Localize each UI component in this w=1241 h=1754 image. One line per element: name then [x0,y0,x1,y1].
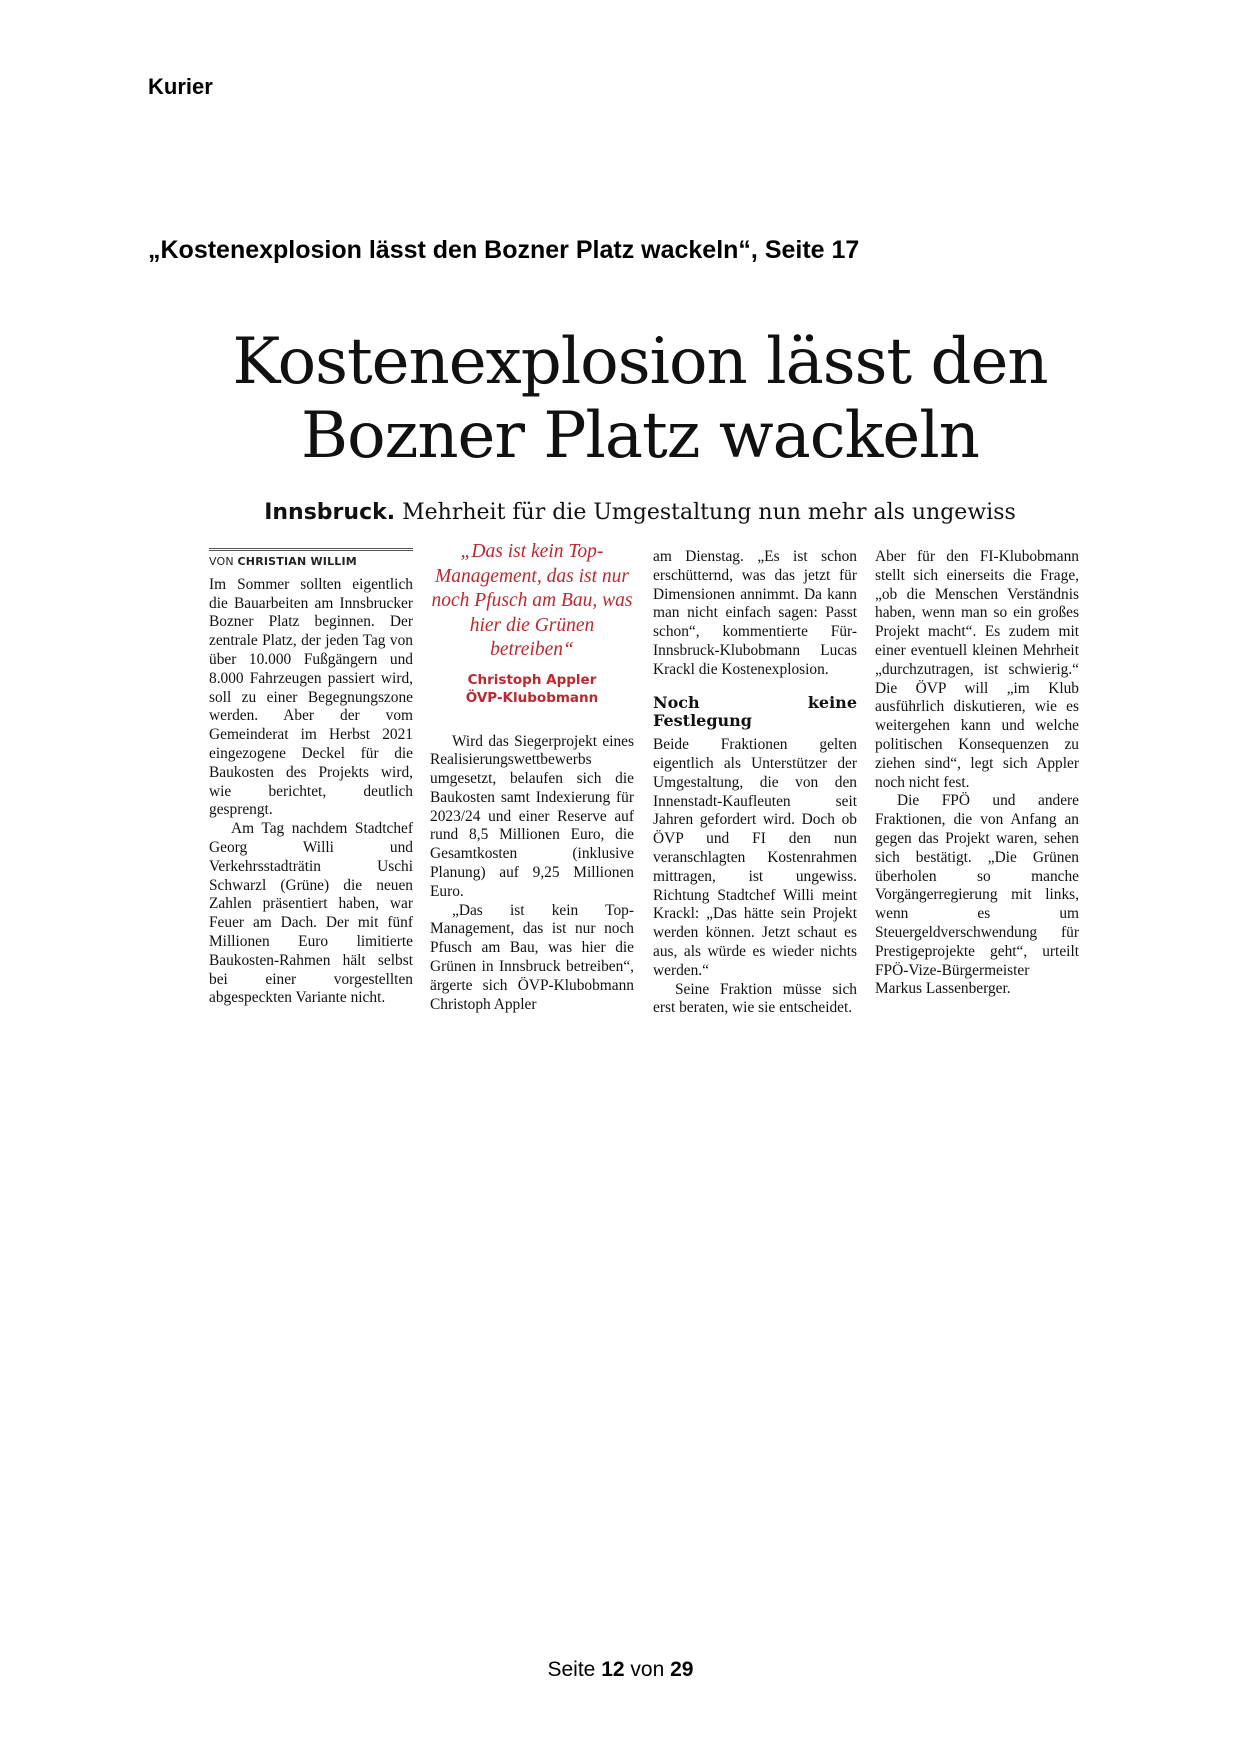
paragraph: Aber für den FI-Klubobmann stellt sich einerseits die Frage, „ob die Menschen Verständnis haben, wenn man so ein großes Projekt macht“. Es zudem mit einer eventuell kleinen Mehrheit „durchzutragen, ist schwierig.“ Die ÖVP will „im Klub ausführlich diskutieren, wie es weitergehen kann und welche politischen Konsequenzen zu ziehen sind“, legt sich Appler noch nicht fest. [875,548,1079,791]
paragraph: am Dienstag. „Es ist schon erschütternd, was das jetzt für Dimensionen annimmt. Da kann man nicht einfach sagen: Passt schon“, kommentierte Für-Innsbruck-Klubobmann Lucas Krackl die Kostenexplosion. [653,548,857,678]
column-3 [653,548,857,1018]
subheadline-text: Mehrheit für die Umgestaltung nun mehr als ungewiss [402,500,1016,525]
paragraph: Am Tag nachdem Stadtchef Georg Willi und Verkehrsstadträtin Uschi Schwarzl (Grüne) die neuen Zahlen präsentiert haben, war Feuer am Dach. Der mit fünf Millionen Euro limitierte Baukosten-Rahmen hält selbst bei einer vorgestellten abgespeckten Variante nicht. [209,820,413,1007]
paragraph: Die FPÖ und andere Fraktionen, die von Anfang an gegen das Projekt waren, sehen sich bestätigt. „Die Grünen überholen so manche Vorgängerregierung mit links, wenn es um Steuergeldverschwendung für Prestigeprojekte geht“, urteilt FPÖ-Vize-Bürgermeister Markus Lassenberger. [875,792,1079,998]
source-label: Kurier [148,74,213,99]
page-total: 29 [670,1658,694,1681]
pull-quote: „Das ist kein Top-Management, das ist nur noch Pfusch am Bau, was hier die Grünen betreiben“ [431,541,633,660]
paragraph: Wird das Siegerprojekt eines Realisierungswettbewerbs umgesetzt, belaufen sich die Baukosten samt Indexierung für 2023/24 und einer Reserve auf rund 8,5 Millionen Euro, die Gesamtkosten (inklusive Planung) auf 9,25 Millionen Euro. [430,732,634,900]
headline-line-2: Bozner Platz wackeln [301,399,979,473]
column-1 [209,548,413,1008]
crosshead: Noch keine Festlegung [653,692,857,731]
paragraph: Beide Fraktionen gelten eigentlich als Unterstützer der Umgestaltung, die von den Innenstadt-Kaufleuten seit Jahren gefordert wird. Doch ob ÖVP und FI den nun veranschlagten Kostenrahmen mittragen, ist ungewiss. Richtung Stadtchef Willi meint Krackl: „Das hätte sein Projekt werden können. Jetzt schaut es aus, als würde es wieder nichts werden.“ [653,736,857,979]
footer-middle: von [630,1658,665,1681]
article-headline [200,325,1080,473]
column-4 [875,548,1079,999]
footer-prefix: Seite [547,1658,596,1681]
article-subheadline [200,500,1080,525]
page-number: 12 [601,1658,625,1681]
paragraph: „Das ist kein Top-Management, das ist nur noch Pfusch am Bau, was hier die Grünen in Innsbruck betreiben“, ärgerte sich ÖVP-Klubobmann Christoph Appler [430,901,634,1013]
paragraph: Im Sommer sollten eigentlich die Bauarbeiten am Innsbrucker Bozner Platz beginnen. Der zentrale Platz, der jeden Tag von über 10.000 Fußgängern und 8.000 Fahrzeugen passiert wird, soll zu einer Begegnungszone werden. Aber der vom Gemeinderat im Herbst 2021 eingezogene Deckel für die Baukosten des Projekts wird, wie berichtet, deutlich gesprengt. [209,575,413,819]
paragraph: Seine Fraktion müsse sich erst beraten, wie sie entscheidet. [653,980,857,1017]
byline [209,548,413,572]
byline-author: CHRISTIAN WILLIM [237,555,357,568]
byline-prefix: VON [209,555,234,568]
column-2 [430,541,634,1014]
article-reference: „Kostenexplosion lässt den Bozner Platz wackeln“, Seite 17 [148,236,860,264]
pull-quote-role: ÖVP-Klubobmann [465,689,599,706]
pull-quote-name: Christoph Appler [467,671,597,688]
dateline: Innsbruck. [264,500,396,525]
page-footer [0,1658,1241,1682]
headline-line-1: Kostenexplosion lässt den [232,325,1048,399]
